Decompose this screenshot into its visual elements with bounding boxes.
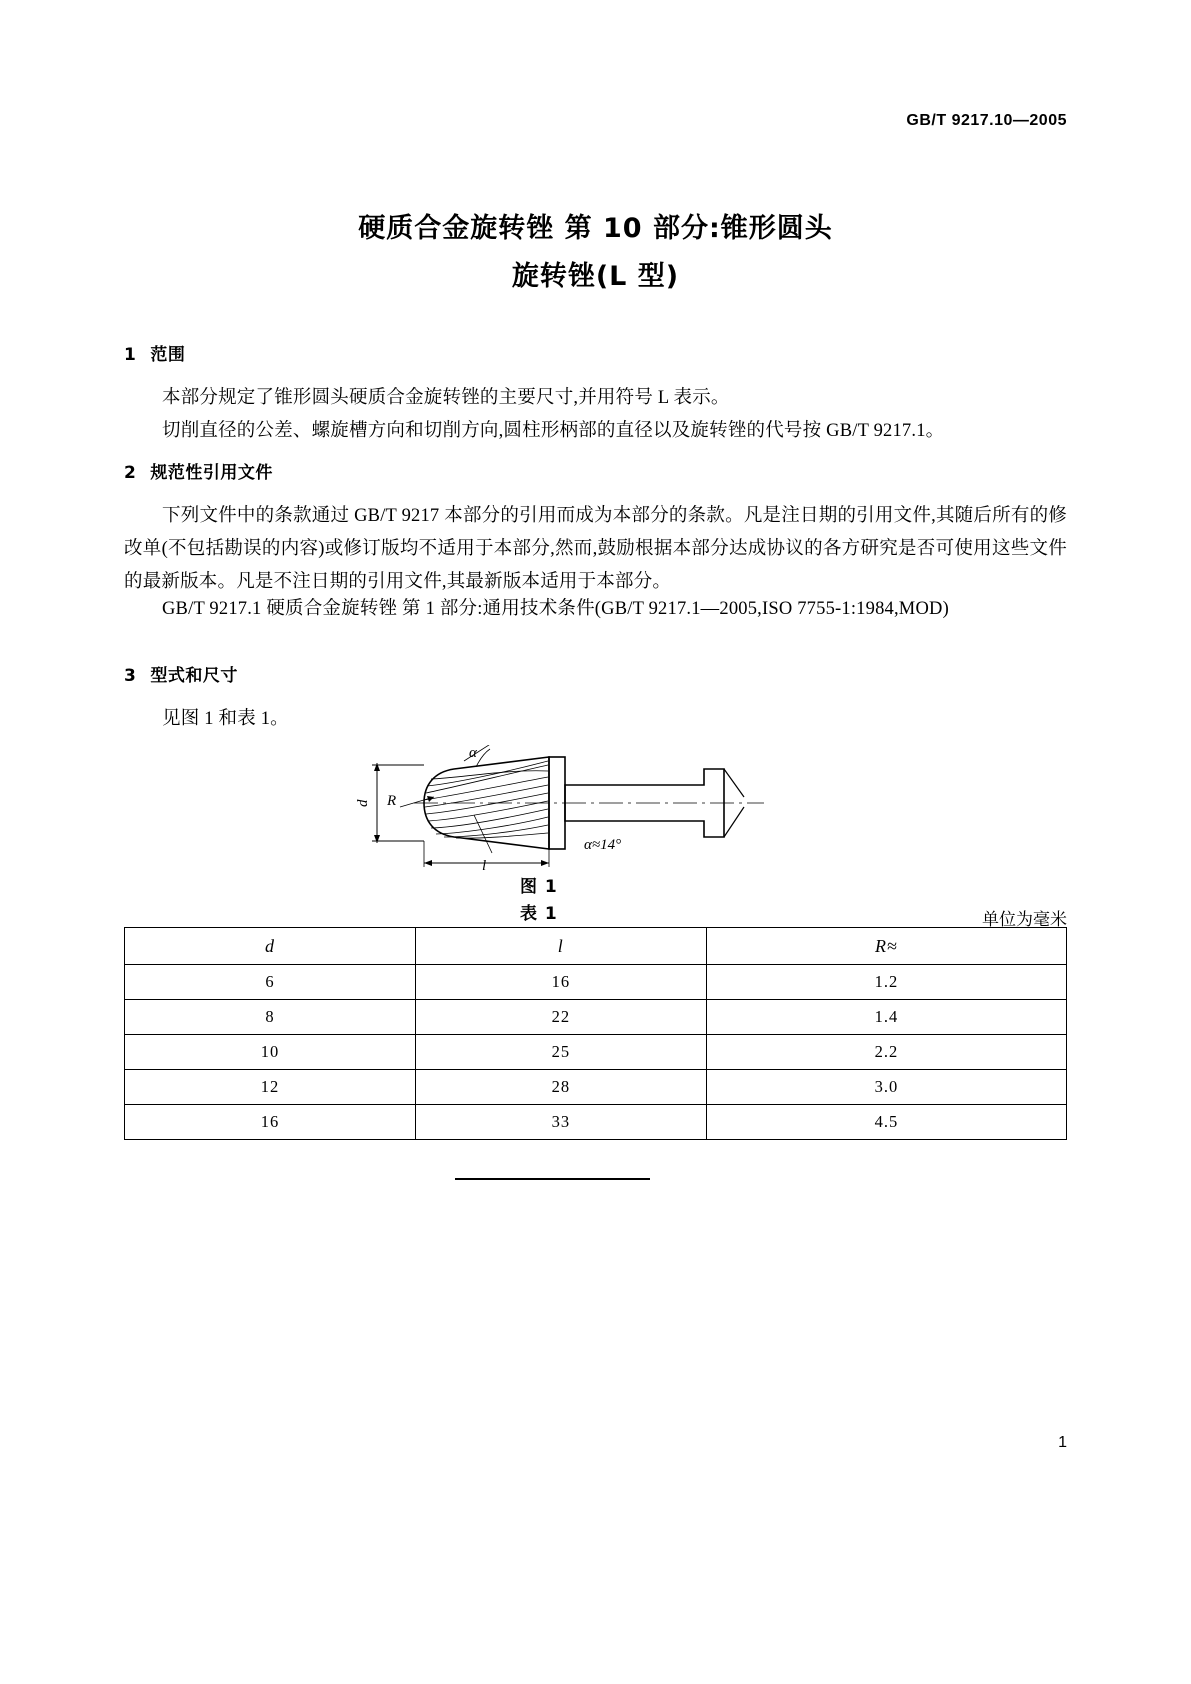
section-title-1: 范围 bbox=[150, 345, 186, 365]
table-unit-note: 单位为毫米 bbox=[982, 910, 1067, 929]
section-heading-2 bbox=[124, 458, 273, 483]
cell-d: 12 bbox=[125, 1070, 416, 1105]
cell-l: 16 bbox=[415, 965, 706, 1000]
table-caption: 表 1 bbox=[520, 904, 558, 924]
cell-R: 1.2 bbox=[706, 965, 1066, 1000]
paragraph-2b: GB/T 9217.1 硬质合金旋转锉 第 1 部分:通用技术条件(GB/T 9217.1—2005,ISO 7755-1:1984,MOD) bbox=[162, 599, 949, 619]
column-header-R: R≈ bbox=[706, 928, 1066, 965]
figure-label-R: R bbox=[387, 793, 397, 809]
section-title-2: 规范性引用文件 bbox=[150, 463, 273, 483]
section-heading-3 bbox=[124, 661, 238, 686]
paragraph-2a: 下列文件中的条款通过 GB/T 9217 本部分的引用而成为本部分的条款。凡是注日期的引用文件,其随后所有的修改单(不包括勘误的内容)或修订版均不适用于本部分,然而,鼓励根据本部分达成协议的各方研究是否可使用这些文件的最新版本。凡是不注日期的引用文件,其最新版本适用于本部分。 bbox=[124, 506, 1067, 592]
paragraph-1a: 本部分规定了锥形圆头硬质合金旋转锉的主要尺寸,并用符号 L 表示。 bbox=[162, 388, 730, 408]
table-row bbox=[125, 1000, 1067, 1035]
title-line-2: 旋转锉(L 型) bbox=[511, 261, 680, 292]
cell-R: 1.4 bbox=[706, 1000, 1066, 1035]
section-number-2: 2 bbox=[124, 463, 137, 483]
figure-label-alpha: α bbox=[469, 745, 477, 761]
cell-R: 3.0 bbox=[706, 1070, 1066, 1105]
header-standard-code: GB/T 9217.10—2005 bbox=[906, 112, 1067, 129]
cell-l: 33 bbox=[415, 1105, 706, 1140]
figure-rotary-burr bbox=[124, 745, 1067, 875]
footer-divider bbox=[455, 1178, 650, 1180]
cell-d: 10 bbox=[125, 1035, 416, 1070]
cell-d: 16 bbox=[125, 1105, 416, 1140]
table-row bbox=[125, 965, 1067, 1000]
figure-label-l: l bbox=[482, 858, 487, 874]
cell-l: 28 bbox=[415, 1070, 706, 1105]
figure-label-d: d bbox=[355, 799, 371, 807]
section-title-3: 型式和尺寸 bbox=[150, 666, 238, 686]
title-line-1: 硬质合金旋转锉 第 10 部分:锥形圆头 bbox=[358, 213, 833, 244]
column-header-l: l bbox=[415, 928, 706, 965]
table-row bbox=[125, 1105, 1067, 1140]
section-number-1: 1 bbox=[124, 345, 137, 365]
cell-R: 4.5 bbox=[706, 1105, 1066, 1140]
cell-d: 8 bbox=[125, 1000, 416, 1035]
cell-l: 22 bbox=[415, 1000, 706, 1035]
table-header-row bbox=[125, 928, 1067, 965]
figure-caption: 图 1 bbox=[520, 877, 558, 897]
section-heading-1 bbox=[124, 340, 185, 365]
column-header-d: d bbox=[125, 928, 416, 965]
figure-svg bbox=[124, 745, 1067, 875]
section-number-3: 3 bbox=[124, 666, 137, 686]
paragraph-1b: 切削直径的公差、螺旋槽方向和切削方向,圆柱形柄部的直径以及旋转锉的代号按 GB/T 9217.1。 bbox=[162, 421, 945, 441]
table-row bbox=[125, 1035, 1067, 1070]
page-title bbox=[124, 205, 1067, 301]
table-row bbox=[125, 1070, 1067, 1105]
cell-l: 25 bbox=[415, 1035, 706, 1070]
paragraph-3a: 见图 1 和表 1。 bbox=[162, 709, 289, 729]
cell-d: 6 bbox=[125, 965, 416, 1000]
cell-R: 2.2 bbox=[706, 1035, 1066, 1070]
figure-label-angle-note: α≈14° bbox=[584, 837, 622, 853]
page-number: 1 bbox=[1058, 1434, 1067, 1451]
dimensions-table bbox=[124, 927, 1067, 1140]
